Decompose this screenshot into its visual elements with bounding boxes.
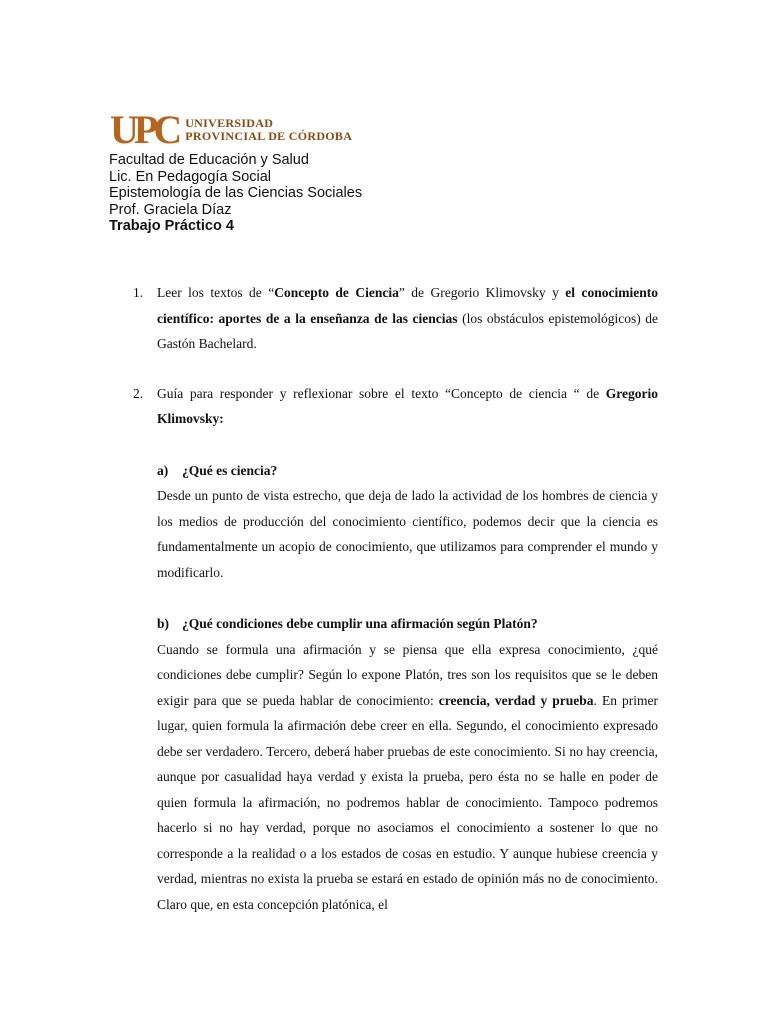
bold-run: Gregorio Klimovsky:	[157, 385, 658, 426]
text-run: (los obstáculos epistemológicos) de Gastón Bachelard.	[157, 310, 659, 351]
text-run: Leer los textos de “	[157, 285, 275, 300]
bold-run: Concepto de Ciencia	[274, 285, 399, 300]
document-header	[109, 152, 362, 235]
text-run: Guía para responder y reflexionar sobre el texto “Concepto de ciencia “ de	[157, 385, 606, 401]
list-item-text	[157, 280, 658, 357]
logo-text	[185, 117, 352, 143]
question-b-title	[133, 611, 658, 637]
bold-run: creencia, verdad y prueba	[438, 692, 594, 708]
question-b-answer	[133, 637, 658, 918]
assignment-title: Trabajo Práctico 4	[109, 218, 234, 234]
text-run: . En primer lugar, quien formula la afirmación debe creer en ella. Segundo, el conocimiento expresado debe ser verdadero. Tercero, deberá haber pruebas de este conocimiento. Si no hay creencia, aunque por casualidad haya verdad y exista la prueba, pero ésta no se halle en poder de quien formula la afirmación, no podremos hablar de conocimiento. Tampoco podremos hacerlo si no hay verdad, porque no asociamos el conocimiento a sostener lo que no corresponde a la realidad o a los estados de cosas en estudio. Y aunque hubiese creencia y verdad, mientras no exista la prueba se estará en estado de opinión más no de conocimiento. Claro que, en esta concepción platónica, el	[157, 692, 658, 912]
list-item-text	[157, 381, 658, 432]
list-item-1	[133, 280, 658, 357]
professor-line: Prof. Graciela Díaz	[109, 201, 232, 218]
question-letter: b)	[157, 616, 170, 631]
text-run: ” de Gregorio Klimovsky y	[398, 285, 566, 300]
list-number: 2.	[133, 385, 144, 401]
question-a-title	[133, 458, 658, 484]
bold-run: el conocimiento científico: aportes de a la enseñanza de las ciencias	[157, 285, 658, 326]
list-number: 1.	[133, 285, 144, 300]
document-body	[133, 280, 658, 917]
faculty-line: Facultad de Educación y Salud	[109, 152, 309, 168]
degree-line: Lic. En Pedagogía Social	[109, 168, 272, 185]
question-text: ¿Qué condiciones debe cumplir una afirmación según Platón?	[182, 616, 538, 631]
course-line: Epistemología de las Ciencias Sociales	[109, 185, 363, 201]
logo-mark: UPC	[110, 107, 178, 152]
question-text: ¿Qué es ciencia?	[182, 462, 278, 478]
question-letter: a)	[157, 462, 169, 478]
question-a-answer: Desde un punto de vista estrecho, que deja de lado la actividad de los hombres de ciencia y los medios de producción del conocimiento científico, podemos decir que la ciencia es fundamentalmente un acopio de conocimiento, que utilizamos para comprender el mundo y modificarlo.	[157, 488, 658, 580]
list-item-2	[133, 381, 658, 432]
text-run: Cuando se formula una afirmación y se piensa que ella expresa conocimiento, ¿qué condiciones debe cumplir? Según lo expone Platón, tres son los requisitos que se le deben exigir para que se pueda hablar de conocimiento:	[157, 641, 658, 708]
logo-line-2: PROVINCIAL DE CÓRDOBA	[185, 129, 353, 143]
university-logo	[110, 107, 353, 152]
logo-line-1: UNIVERSIDAD	[185, 116, 274, 130]
